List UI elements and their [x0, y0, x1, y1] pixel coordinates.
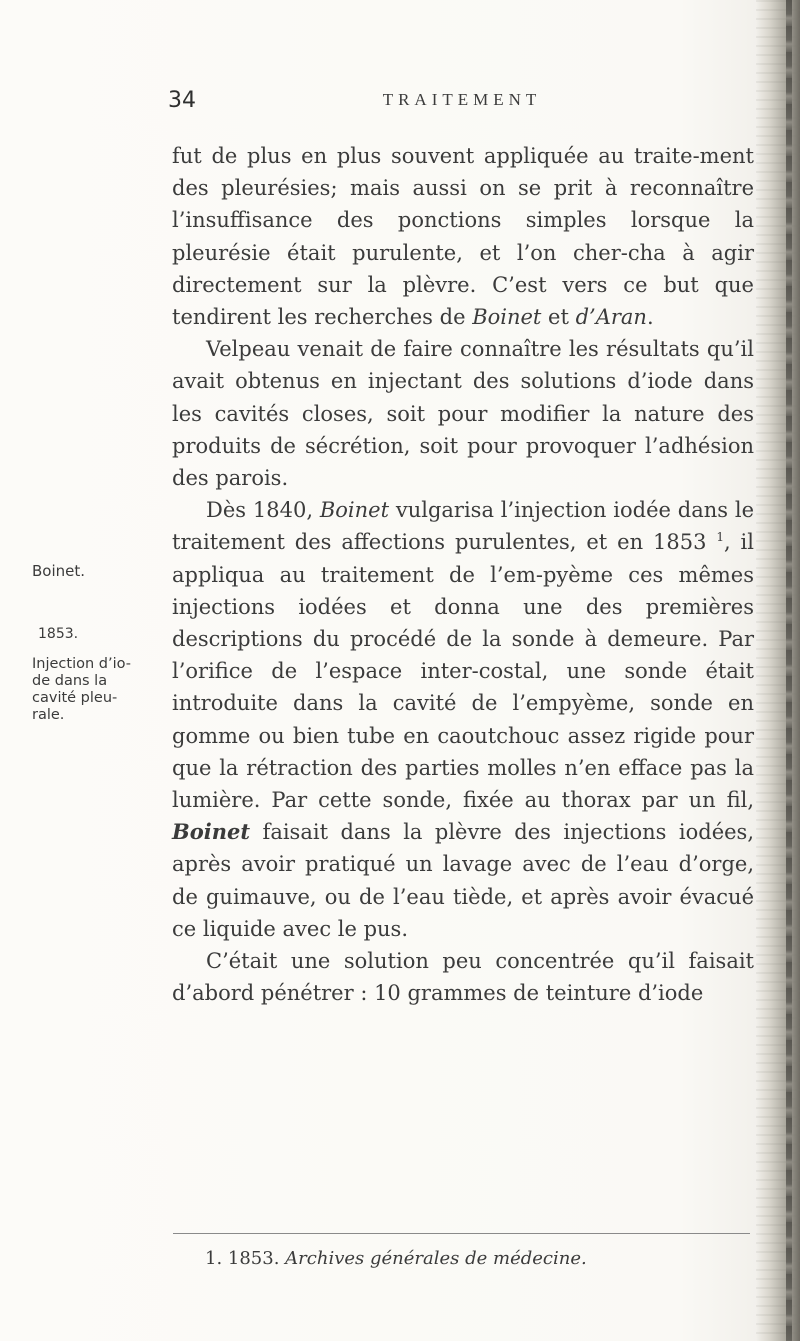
- paragraph-3-b: , il appliqua au traitement de l’em-pyème ces mêmes injections iodées et donna une des premières descriptions du procédé de la sonde à demeure. Par l’orifice de l’espace inter-costal, une sonde était introduite dans la cavité de l’empyème, sonde en gomme ou bien tube en caoutchouc assez rigide pour que la rétraction des parties molles n’en efface pas la lumière. Par cette sonde, fixée au thorax par un fil,: [172, 530, 754, 813]
- footnote-divider: [173, 1233, 750, 1234]
- footnote-ref[interactable]: 1: [716, 530, 724, 545]
- name-boinet-3: Boinet: [172, 819, 251, 845]
- paragraph-3-start: Dès 1840,: [206, 498, 320, 523]
- page-number: 34: [168, 88, 196, 113]
- paragraph-3-c: faisait dans la plèvre des injections iodées, après avoir pratiqué un lavage avec de l’eau d’orge, de guimauve, ou de l’eau tiède, et après avoir évacué ce liquide avec le pus.: [172, 820, 754, 941]
- margin-note-year: 1853.: [38, 626, 79, 642]
- conjunction: et: [541, 305, 576, 330]
- main-text: [172, 140, 754, 1009]
- paragraph-1: [172, 140, 754, 333]
- footnote-number: 1. 1853.: [205, 1248, 280, 1269]
- paragraph-3-a: vulgarisa l’injection iodée dans le traitement des affections purulentes, et en 1853: [172, 498, 755, 555]
- paragraph-2: Velpeau venait de faire connaître les résultats qu’il avait obtenus en injectant des solutions d’iode dans les cavités closes, soit pour modifier la nature des produits de sécrétion, soit pour provoquer l’adhésion des parois.: [172, 337, 754, 491]
- name-boinet-2: Boinet: [319, 498, 390, 523]
- margin-note-boinet: Boinet.: [32, 562, 86, 580]
- footnote: [205, 1248, 587, 1269]
- name-boinet: Boinet: [472, 305, 542, 330]
- paragraph-4: C’était une solution peu concentrée qu’il faisait d’abord pénétrer : 10 grammes de teinture d’iode: [172, 949, 754, 1006]
- page-header: [168, 88, 756, 118]
- footnote-source: Archives générales de médecine.: [285, 1248, 587, 1269]
- page-edge-shadow: [756, 0, 800, 1341]
- name-aran: d’Aran: [575, 305, 647, 330]
- running-head: TRAITEMENT: [382, 90, 542, 109]
- paragraph-3: [172, 494, 754, 945]
- paragraph-1-text: fut de plus en plus souvent appliquée au traite-ment des pleurésies; mais aussi on se prit à reconnaître l’insuffisance des ponctions simples lorsque la pleurésie était purulente, et l’on cher-cha à agir directement sur la plèvre. C’est vers ce but que tendirent les recherches de: [172, 144, 754, 330]
- margin-note-injection: Injection d’io-de dans la cavité pleu-rale.: [32, 656, 131, 723]
- paragraph-1-end: .: [646, 305, 654, 330]
